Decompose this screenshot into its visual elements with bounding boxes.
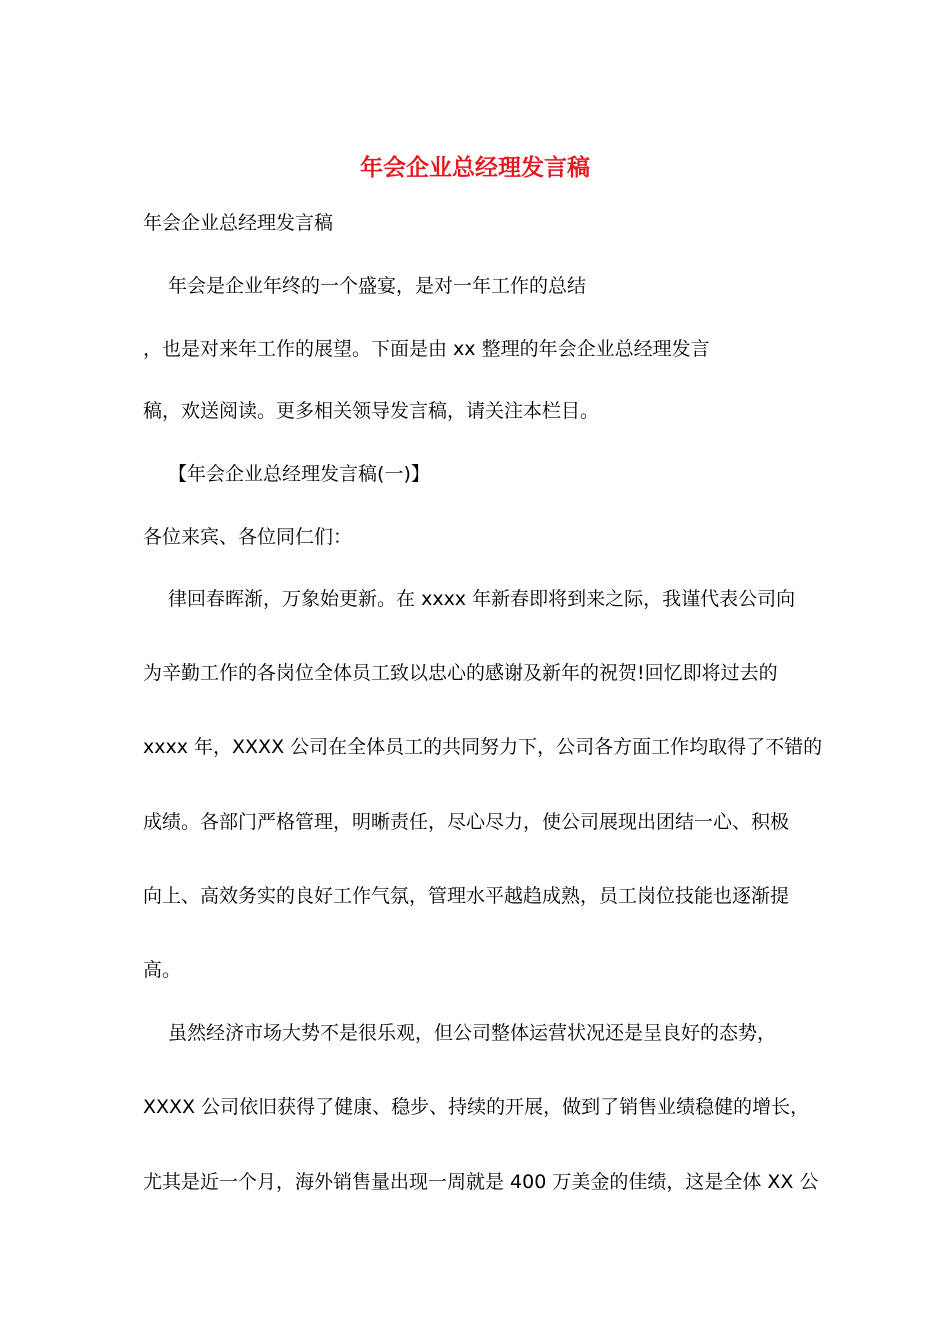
paragraph-line: 虽然经济市场大势不是很乐观，但公司整体运营状况还是呈良好的态势， [143, 1022, 777, 1044]
salutation-line: 各位来宾、各位同仁们： [143, 526, 353, 548]
paragraph-line: 向上、高效务实的良好工作气氛，管理水平越趋成熟，员工岗位技能也逐渐提 [143, 885, 790, 907]
document-title: 年会企业总经理发言稿 [360, 155, 590, 181]
paragraph-line: ，也是对来年工作的展望。下面是由 xx 整理的年会企业总经理发言 [143, 338, 710, 360]
paragraph-line: 为辛勤工作的各岗位全体员工致以忠心的感谢及新年的祝贺!回忆即将过去的 [143, 662, 778, 684]
paragraph-line: 高。 [143, 959, 182, 981]
paragraph-line: XXXX 公司依旧获得了健康、稳步、持续的开展，做到了销售业绩稳健的增长， [143, 1096, 810, 1118]
paragraph-line: 年会是企业年终的一个盛宴，是对一年工作的总结 [143, 275, 587, 297]
paragraph-line: xxxx 年，XXXX 公司在全体员工的共同努力下，公司各方面工作均取得了不错的 [143, 736, 823, 758]
paragraph-line: 稿，欢送阅读。更多相关领导发言稿，请关注本栏目。 [143, 400, 600, 422]
paragraph-line: 律回春晖渐，万象始更新。在 xxxx 年新春即将到来之际，我谨代表公司向 [143, 588, 796, 610]
paragraph-line: 尤其是近一个月，海外销售量出现一周就是 400 万美金的佳绩，这是全体 XX 公 [143, 1171, 819, 1193]
paragraph-line: 成绩。各部门严格管理，明晰责任，尽心尽力，使公司展现出团结一心、积极 [143, 811, 790, 833]
subtitle-line: 年会企业总经理发言稿 [143, 212, 334, 234]
section-heading: 【年会企业总经理发言稿(一)】 [143, 463, 430, 485]
